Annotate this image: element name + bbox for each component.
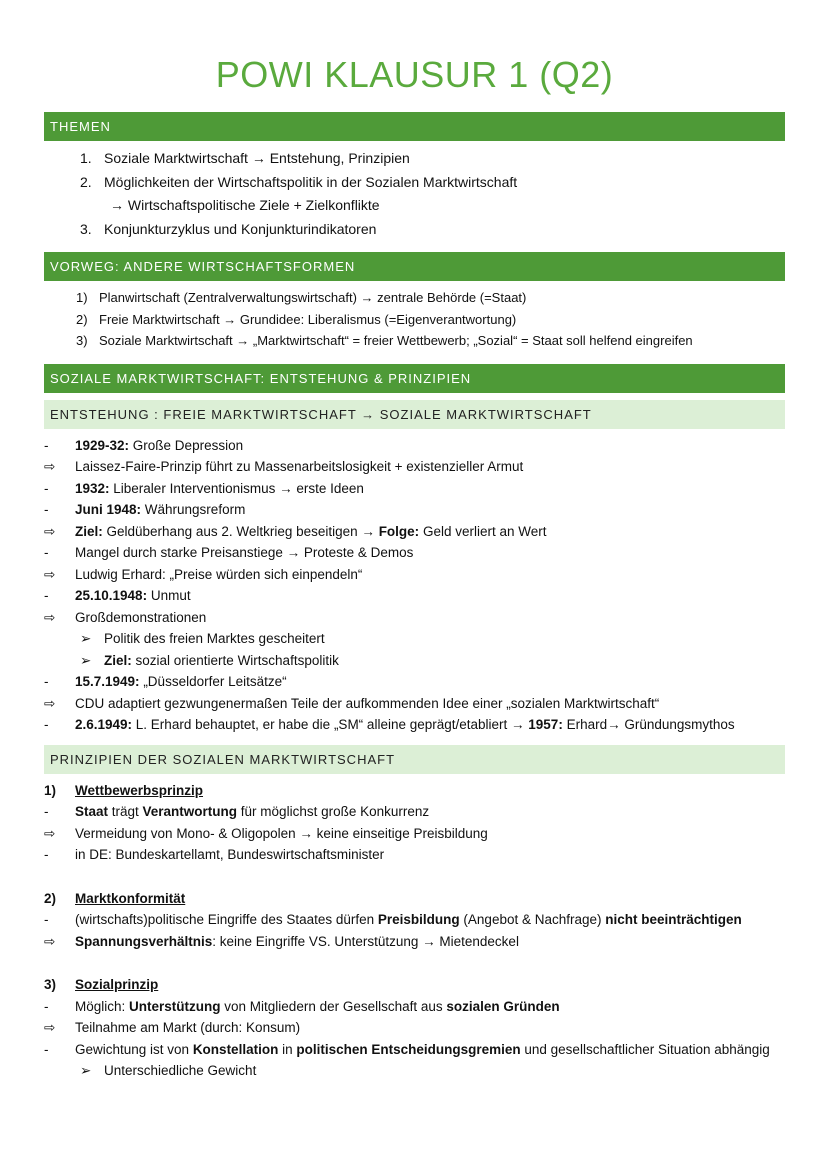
list-item (44, 521, 785, 543)
list-item (44, 1060, 785, 1082)
list-item-text: Unterschiedliche Gewicht (104, 1063, 257, 1078)
list-item (44, 585, 785, 607)
subsection-prinzipien-heading: PRINZIPIEN DER SOZIALEN MARKTWIRTSCHAFT (44, 745, 785, 774)
dash-bullet: - (44, 588, 49, 603)
list-item-text: 1929-32: Große Depression (75, 437, 244, 453)
list-item (44, 499, 785, 521)
list-item-text: Ludwig Erhard: „Preise würden sich einpendeln“ (75, 566, 363, 582)
dash-bullet: - (44, 545, 49, 560)
list-item-text: 15.7.1949: „Düsseldorfer Leitsätze“ (75, 674, 287, 689)
list-item (44, 478, 785, 500)
section-themen-heading: THEMEN (44, 112, 785, 141)
principle-title: Wettbewerbsprinzip (75, 782, 204, 798)
list-item (44, 693, 785, 715)
arrow-bullet-icon: ⇨ (44, 825, 56, 841)
list-item-text: Spannungsverhältnis: keine Eingriffe VS. Unterstützung → Mietendeckel (75, 933, 519, 949)
subsection-entstehung-heading: ENTSTEHUNG : FREIE MARKTWIRTSCHAFT → SOZIALE MARKTWIRTSCHAFT (44, 400, 785, 429)
section-sm-heading: SOZIALE MARKTWIRTSCHAFT: ENTSTEHUNG & PRINZIPIEN (44, 364, 785, 393)
list-item-text: in DE: Bundeskartellamt, Bundeswirtschaftsminister (75, 847, 385, 862)
arrow-bullet-icon: ⇨ (44, 523, 56, 539)
list-item (44, 671, 785, 693)
list-item (44, 714, 785, 736)
list-item-text: Mangel durch starke Preisanstiege → Proteste & Demos (75, 545, 414, 560)
prinzipien-list (44, 774, 785, 1082)
list-item (44, 628, 785, 650)
list-item-text: 2.6.1949: L. Erhard behauptet, er habe die „SM“ alleine geprägt/etabliert → 1957: Erhard→ Gründungsmythos (75, 717, 735, 732)
list-item-text: (wirtschafts)politische Eingriffe des Staates dürfen Preisbildung (Angebot & Nachfrage) nicht beeinträchtigen (75, 912, 742, 927)
list-item (44, 607, 785, 629)
entstehung-list (44, 429, 785, 736)
arrowhead-bullet-icon: ➢ (80, 652, 92, 668)
principle-heading (44, 780, 785, 802)
dash-bullet: - (44, 674, 49, 689)
list-item-text: Politik des freien Marktes gescheitert (104, 631, 325, 646)
dash-bullet: - (44, 912, 49, 927)
list-item (44, 564, 785, 586)
list-item-text: CDU adaptiert gezwungenermaßen Teile der aufkommenden Idee einer „sozialen Marktwirtschaft“ (75, 695, 660, 711)
list-item-text: Ziel: Geldüberhang aus 2. Weltkrieg beseitigen → Folge: Geld verliert an Wert (75, 523, 547, 539)
principle-number: 2) (44, 890, 57, 906)
principle-number: 1) (44, 782, 57, 798)
principle-heading (44, 888, 785, 910)
arrow-bullet-icon: ⇨ (44, 459, 56, 474)
arrowhead-bullet-icon: ➢ (80, 1063, 92, 1078)
vorweg-list (44, 281, 785, 352)
dash-bullet: - (44, 804, 49, 819)
principle-title: Marktkonformität (75, 890, 186, 906)
list-item-text: 25.10.1948: Unmut (75, 588, 191, 603)
page-title: POWI KLAUSUR 1 (Q2) (215, 54, 614, 95)
list-item (44, 542, 785, 564)
principle-title: Sozialprinzip (75, 977, 159, 992)
list-item-text: Staat trägt Verantwortung für möglichst große Konkurrenz (75, 804, 430, 819)
principle-number: 3) (44, 977, 57, 992)
list-item (44, 823, 785, 845)
list-item: 3. Konjunkturzyklus und Konjunkturindikatoren (80, 220, 377, 237)
list-item-text: 1932: Liberaler Interventionismus → erste Ideen (75, 480, 364, 496)
list-item (44, 996, 785, 1018)
arrowhead-bullet-icon: ➢ (80, 631, 92, 646)
dash-bullet: - (44, 1041, 49, 1057)
list-item (44, 1017, 785, 1039)
dash-bullet: - (44, 998, 49, 1014)
list-item-text: Ziel: sozial orientierte Wirtschaftspolitik (104, 652, 339, 668)
section-vorweg-heading: VORWEG: ANDERE WIRTSCHAFTSFORMEN (44, 252, 785, 281)
dash-bullet: - (44, 437, 49, 453)
arrow-bullet-icon: ⇨ (44, 566, 56, 582)
list-item: 1. Soziale Marktwirtschaft → Entstehung, Prinzipien (80, 150, 410, 166)
dash-bullet: - (44, 717, 49, 732)
list-item-text: Teilnahme am Markt (durch: Konsum) (75, 1020, 301, 1035)
list-item (44, 435, 785, 457)
list-item-text: Juni 1948: Währungsreform (75, 502, 246, 517)
themen-list (44, 141, 785, 241)
list-item-text: Gewichtung ist von Konstellation in politischen Entscheidungsgremien und gesellschaftlicher Situation abhängig (75, 1041, 770, 1057)
list-item (44, 909, 785, 931)
list-item-text: Vermeidung von Mono- & Oligopolen → keine einseitige Preisbildung (75, 825, 488, 841)
dash-bullet: - (44, 480, 49, 496)
arrow-bullet-icon: ⇨ (44, 933, 56, 949)
list-item: 2) Freie Marktwirtschaft → Grundidee: Liberalismus (=Eigenverantwortung) (76, 311, 517, 327)
dash-bullet: - (44, 847, 49, 862)
list-item (44, 650, 785, 672)
principle-heading (44, 974, 785, 996)
arrow-bullet-icon: ⇨ (44, 695, 56, 711)
arrow-bullet-icon: ⇨ (44, 1020, 56, 1035)
list-item-text: Großdemonstrationen (75, 609, 207, 625)
list-item: → Wirtschaftspolitische Ziele + Zielkonflikte (110, 197, 380, 213)
list-item: 2. Möglichkeiten der Wirtschaftspolitik in der Sozialen Marktwirtschaft (80, 173, 518, 190)
list-item (44, 931, 785, 953)
list-item-text: Laissez-Faire-Prinzip führt zu Massenarbeitslosigkeit + existenzieller Armut (75, 459, 524, 474)
arrow-bullet-icon: ⇨ (44, 609, 56, 625)
list-item (44, 456, 785, 478)
list-item: 1) Planwirtschaft (Zentralverwaltungswirtschaft) → zentrale Behörde (=Staat) (76, 290, 527, 305)
list-item (44, 844, 785, 866)
list-item (44, 1039, 785, 1061)
list-item-text: Möglich: Unterstützung von Mitgliedern der Gesellschaft aus sozialen Gründen (75, 998, 560, 1014)
document-page (44, 0, 785, 1082)
dash-bullet: - (44, 502, 49, 517)
list-item: 3) Soziale Marktwirtschaft → „Marktwirtschaft“ = freier Wettbewerb; „Sozial“ = Staat soll helfend eingreifen (76, 333, 693, 348)
list-item (44, 801, 785, 823)
